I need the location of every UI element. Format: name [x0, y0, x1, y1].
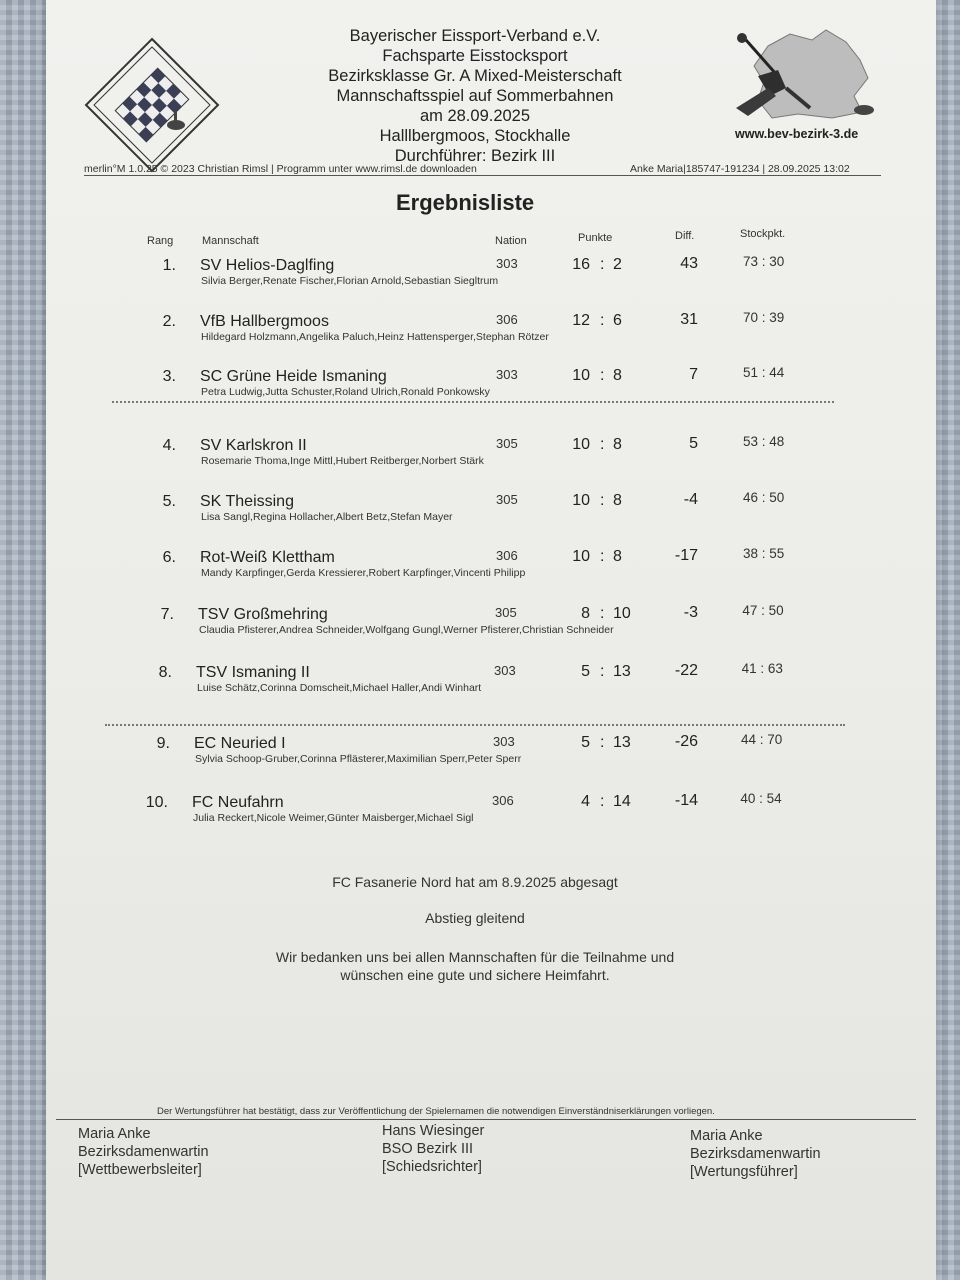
row-points-for: 10 [572, 492, 590, 509]
header-rule [84, 175, 881, 176]
row-points-for: 10 [572, 548, 590, 565]
row-team-name: FC Neufahrn [192, 794, 284, 811]
row-nation: 303 [496, 256, 518, 271]
row-nation: 303 [496, 367, 518, 382]
row-team-name: SC Grüne Heide Ismaning [200, 368, 387, 385]
row-players: Luise Schätz,Corinna Domscheit,Michael Haller,Andi Winhart [197, 682, 482, 694]
page-title: Ergebnisliste [396, 190, 535, 215]
row-points-colon: : [600, 548, 605, 565]
row-rank: 6. [162, 549, 176, 566]
privacy-disclaimer: Der Wertungsführer hat bestätigt, dass zur Veröffentlichung der Spielernamen die notwendigen Einverständniserklärungen vorliegen. [157, 1106, 715, 1117]
signature-role: [Schiedsrichter] [382, 1159, 482, 1175]
row-team-name: SV Helios-Daglfing [200, 257, 335, 274]
signature-title: Bezirksdamenwartin [78, 1144, 209, 1160]
row-players: Sylvia Schoop-Gruber,Corinna Pflästerer,Maximilian Sperr,Peter Sperr [195, 753, 522, 765]
signature-scorer [690, 1127, 821, 1181]
row-team-name: SV Karlskron II [200, 437, 307, 454]
row-points-against: 8 [613, 436, 622, 453]
header-block [230, 26, 720, 166]
row-team-name: TSV Ismaning II [196, 664, 310, 681]
signature-title: Bezirksdamenwartin [690, 1146, 821, 1162]
col-header-rank: Rang [147, 235, 174, 247]
row-players: Claudia Pfisterer,Andrea Schneider,Wolfgang Gungl,Werner Pfisterer,Christian Schneider [199, 624, 614, 636]
header-line-organizer: Durchführer: Bezirk III [394, 147, 556, 165]
row-nation: 305 [496, 492, 518, 507]
signature-competition-lead [78, 1125, 209, 1179]
row-rank: 8. [158, 664, 172, 681]
row-stock-points: 73 : 30 [743, 254, 785, 269]
row-rank: 3. [162, 368, 176, 385]
row-diff: 43 [680, 255, 698, 272]
row-points-against: 10 [613, 605, 631, 622]
website-url: www.bev-bezirk-3.de [735, 127, 859, 141]
row-points-colon: : [600, 734, 605, 751]
row-diff: 7 [689, 366, 698, 383]
row-points-against: 13 [613, 663, 631, 680]
software-credit: merlin°M 1.0.25 © 2023 Christian Rimsl | Programm unter www.rimsl.de downloaden [84, 163, 477, 175]
row-nation: 303 [494, 663, 516, 678]
col-header-nation: Nation [495, 235, 527, 247]
row-players: Rosemarie Thoma,Inge Mittl,Hubert Reitberger,Norbert Stärk [201, 455, 484, 467]
row-points-colon: : [600, 256, 605, 273]
row-nation: 306 [496, 312, 518, 327]
row-points-for: 8 [581, 605, 590, 622]
row-points-for: 4 [581, 793, 590, 810]
bezirk-seal-logo [84, 37, 220, 173]
row-rank: 7. [160, 606, 174, 623]
row-nation: 305 [496, 436, 518, 451]
col-header-diff: Diff. [675, 230, 695, 242]
row-stock-points: 47 : 50 [742, 603, 784, 618]
row-points-for: 5 [581, 734, 590, 751]
row-players: Mandy Karpfinger,Gerda Kressierer,Robert Karpfinger,Vincenti Philipp [201, 567, 526, 579]
row-nation: 306 [496, 548, 518, 563]
row-stock-points: 46 : 50 [743, 490, 785, 505]
row-diff: 31 [680, 311, 698, 328]
row-diff: -26 [674, 733, 698, 750]
header-line-league: Bezirksklasse Gr. A Mixed-Meisterschaft [328, 67, 622, 85]
row-points-for: 10 [572, 436, 590, 453]
signature-name: Hans Wiesinger [382, 1123, 485, 1139]
row-points-against: 14 [613, 793, 631, 810]
row-points-colon: : [600, 605, 605, 622]
signature-role: [Wertungsführer] [690, 1164, 798, 1180]
row-points-against: 6 [613, 312, 622, 329]
row-players: Silvia Berger,Renate Fischer,Florian Arnold,Sebastian Siegltrum [201, 275, 499, 287]
col-header-points: Punkte [578, 232, 613, 244]
signature-title: BSO Bezirk III [382, 1141, 474, 1157]
bavaria-map-curler-logo [728, 26, 880, 122]
row-points-for: 12 [572, 312, 590, 329]
row-rank: 1. [162, 257, 176, 274]
print-stamp: Anke Maria|185747-191234 | 28.09.2025 13:02 [630, 163, 850, 175]
col-header-team: Mannschaft [202, 235, 259, 247]
row-points-colon: : [600, 312, 605, 329]
row-diff: -17 [674, 547, 698, 564]
row-points-colon: : [600, 793, 605, 810]
row-stock-points: 40 : 54 [740, 791, 782, 806]
row-points-for: 16 [572, 256, 590, 273]
row-points-against: 2 [613, 256, 622, 273]
row-nation: 305 [495, 605, 517, 620]
row-nation: 306 [492, 793, 514, 808]
row-players: Lisa Sangl,Regina Hollacher,Albert Betz,Stefan Mayer [201, 511, 453, 523]
header-line-date: am 28.09.2025 [419, 107, 531, 125]
row-diff: 5 [689, 435, 698, 452]
row-points-against: 8 [613, 367, 622, 384]
row-team-name: EC Neuried I [194, 735, 286, 752]
row-players: Julia Reckert,Nicole Weimer,Günter Maisberger,Michael Sigl [193, 812, 474, 824]
row-points-against: 13 [613, 734, 631, 751]
signature-referee [382, 1122, 484, 1176]
signature-name: Maria Anke [690, 1128, 763, 1144]
row-team-name: VfB Hallbergmoos [200, 313, 329, 330]
row-stock-points: 41 : 63 [741, 661, 783, 676]
row-stock-points: 38 : 55 [743, 546, 785, 561]
row-stock-points: 70 : 39 [743, 310, 785, 325]
col-header-stock: Stockpkt. [740, 228, 786, 240]
header-line-venue: Halllbergmoos, Stockhalle [379, 127, 571, 145]
row-team-name: SK Theissing [200, 493, 294, 510]
row-points-for: 5 [581, 663, 590, 680]
header-line-federation: Bayerischer Eissport-Verband e.V. [349, 27, 601, 45]
row-stock-points: 53 : 48 [743, 434, 785, 449]
row-rank: 5. [162, 493, 176, 510]
row-points-colon: : [600, 367, 605, 384]
row-points-for: 10 [572, 367, 590, 384]
row-diff: -22 [674, 662, 698, 679]
row-rank: 2. [162, 313, 176, 330]
signature-name: Maria Anke [78, 1126, 151, 1142]
row-diff: -3 [683, 604, 698, 621]
footer-rule [56, 1119, 916, 1120]
row-diff: -14 [674, 792, 698, 809]
row-rank: 9. [156, 735, 170, 752]
relegation-separator [105, 724, 845, 726]
row-points-colon: : [600, 492, 605, 509]
header-line-competition: Mannschaftsspiel auf Sommerbahnen [336, 87, 614, 105]
relegation-note: Abstieg gleitend [425, 910, 525, 926]
promotion-separator [112, 401, 834, 403]
row-diff: -4 [683, 491, 698, 508]
row-players: Hildegard Holzmann,Angelika Paluch,Heinz Hattensperger,Stephan Rötzer [201, 331, 549, 343]
thanks-line-2: wünschen eine gute und sichere Heimfahrt. [340, 967, 610, 983]
row-points-against: 8 [613, 548, 622, 565]
row-points-colon: : [600, 436, 605, 453]
row-nation: 303 [493, 734, 515, 749]
row-players: Petra Ludwig,Jutta Schuster,Roland Ulrich,Ronald Ponkowsky [201, 386, 490, 398]
row-team-name: TSV Großmehring [198, 606, 328, 623]
row-points-colon: : [600, 663, 605, 680]
row-stock-points: 51 : 44 [743, 365, 785, 380]
cancellation-note: FC Fasanerie Nord hat am 8.9.2025 abgesagt [332, 874, 618, 890]
row-team-name: Rot-Weiß Klettham [200, 549, 335, 566]
row-points-against: 8 [613, 492, 622, 509]
row-rank: 10. [145, 794, 168, 811]
signature-role: [Wettbewerbsleiter] [78, 1162, 202, 1178]
row-rank: 4. [162, 437, 176, 454]
header-line-division: Fachsparte Eisstocksport [382, 47, 568, 65]
thanks-line-1: Wir bedanken uns bei allen Mannschaften für die Teilnahme und [275, 949, 675, 965]
row-stock-points: 44 : 70 [741, 732, 783, 747]
